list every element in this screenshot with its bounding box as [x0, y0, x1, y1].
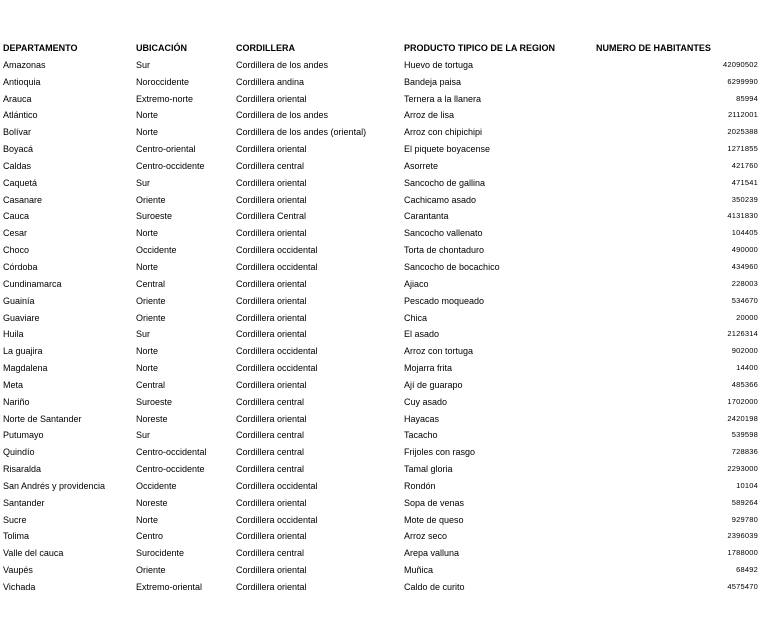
cell-producto: El piquete boyacense [404, 144, 491, 155]
cell-ubicacion: Oriente [136, 312, 166, 323]
cell-ubicacion: Occidente [136, 245, 177, 256]
cell-producto: Muñica [404, 565, 434, 576]
cell-departamento: Valle del cauca [3, 548, 64, 559]
cell-producto: Arroz con tortuga [404, 346, 474, 357]
table-row [3, 427, 758, 444]
cell-habitantes: 471541 [731, 177, 758, 187]
cell-departamento: Vichada [3, 582, 36, 592]
cell-habitantes: 929780 [731, 514, 758, 524]
cell-cordillera: Cordillera andina [236, 76, 305, 87]
cell-departamento: Cauca [3, 211, 30, 222]
cell-departamento: Tolima [3, 531, 30, 542]
cell-departamento: Amazonas [3, 59, 46, 70]
table-row [3, 360, 758, 377]
cell-departamento: Caquetá [3, 177, 38, 188]
cell-habitantes: 534670 [731, 295, 758, 305]
cell-cordillera: Cordillera oriental [236, 295, 307, 306]
cell-habitantes: 2126314 [727, 329, 758, 339]
cell-cordillera: Cordillera de los andes [236, 110, 329, 121]
cell-departamento: Nariño [3, 396, 30, 407]
cell-ubicacion: Norte [136, 363, 159, 374]
table-row [3, 158, 758, 175]
cell-cordillera: Cordillera occidental [236, 480, 318, 491]
cell-cordillera: Cordillera oriental [236, 413, 307, 424]
departments-table [3, 40, 758, 596]
table-row [3, 107, 758, 124]
cell-producto: Torta de chontaduro [404, 245, 485, 256]
cell-ubicacion: Oriente [136, 295, 166, 306]
cell-cordillera: Cordillera oriental [236, 329, 307, 340]
cell-cordillera: Cordillera de los andes (oriental) [236, 127, 367, 138]
cell-cordillera: Cordillera oriental [236, 497, 307, 508]
table-row [3, 343, 758, 360]
cell-producto: Huevo de tortuga [404, 59, 474, 70]
cell-ubicacion: Surocidente [136, 548, 185, 559]
cell-departamento: Córdoba [3, 261, 38, 272]
cell-habitantes: 6299990 [727, 76, 758, 86]
cell-cordillera: Cordillera oriental [236, 177, 307, 188]
cell-ubicacion: Norte [136, 228, 159, 239]
cell-departamento: Vaupés [3, 565, 33, 576]
cell-ubicacion: Centro [136, 531, 164, 542]
cell-ubicacion: Norte [136, 514, 159, 525]
cell-ubicacion: Suroeste [136, 396, 173, 407]
header-habitantes: NUMERO DE HABITANTES [596, 43, 711, 53]
cell-departamento: Risaralda [3, 464, 42, 475]
cell-departamento: Norte de Santander [3, 413, 82, 424]
cell-producto: Cuy asado [404, 396, 448, 407]
cell-producto: Mojarra frita [404, 363, 453, 374]
cell-producto: Tacacho [404, 430, 438, 441]
cell-cordillera: Cordillera central [236, 548, 305, 559]
cell-producto: Sancocho de gallina [404, 177, 486, 188]
cell-departamento: Meta [3, 379, 24, 390]
cell-producto: Ajiaco [404, 278, 429, 289]
table-row [3, 545, 758, 562]
cell-producto: Arroz con chipichipi [404, 127, 483, 138]
cell-ubicacion: Norte [136, 127, 159, 138]
table-row [3, 74, 758, 91]
cell-departamento: Magdalena [3, 363, 48, 374]
table-row [3, 411, 758, 428]
table-row [3, 124, 758, 141]
table-row [3, 57, 758, 74]
table-row [3, 310, 758, 327]
cell-cordillera: Cordillera occidental [236, 363, 318, 374]
cell-cordillera: Cordillera oriental [236, 379, 307, 390]
cell-cordillera: Cordillera oriental [236, 278, 307, 289]
header-departamento: DEPARTAMENTO [3, 43, 78, 53]
table-row [3, 326, 758, 343]
cell-departamento: San Andrés y providencia [3, 480, 106, 491]
cell-ubicacion: Central [136, 278, 166, 289]
cell-habitantes: 10104 [736, 480, 758, 490]
cell-habitantes: 2112001 [727, 110, 758, 120]
cell-departamento: Boyacá [3, 144, 34, 155]
cell-producto: Mote de queso [404, 514, 464, 525]
cell-ubicacion: Noreste [136, 413, 168, 424]
cell-ubicacion: Centro-occidente [136, 160, 205, 171]
table-row [3, 208, 758, 225]
cell-cordillera: Cordillera oriental [236, 228, 307, 239]
table-row [3, 579, 758, 596]
table-row [3, 192, 758, 209]
cell-producto: Frijoles con rasgo [404, 447, 476, 458]
cell-producto: Asorrete [404, 160, 439, 171]
cell-habitantes: 589264 [731, 497, 758, 507]
cell-habitantes: 2025388 [727, 127, 758, 137]
cell-habitantes: 228003 [731, 278, 758, 288]
cell-cordillera: Cordillera oriental [236, 144, 307, 155]
cell-cordillera: Cordillera central [236, 396, 305, 407]
cell-producto: Sancocho de bocachico [404, 261, 500, 272]
table-row [3, 444, 758, 461]
cell-cordillera: Cordillera central [236, 464, 305, 475]
cell-habitantes: 4575470 [727, 582, 758, 591]
cell-habitantes: 2396039 [727, 531, 758, 541]
cell-ubicacion: Sur [136, 430, 151, 441]
cell-habitantes: 421760 [731, 160, 758, 170]
cell-producto: Bandeja paisa [404, 76, 462, 87]
cell-habitantes: 485366 [731, 379, 758, 389]
table-row [3, 276, 758, 293]
cell-habitantes: 14400 [736, 363, 758, 373]
cell-habitantes: 4131830 [727, 211, 758, 221]
table-row [3, 461, 758, 478]
cell-producto: Cachicamo asado [404, 194, 477, 205]
table-row [3, 377, 758, 394]
cell-departamento: Santander [3, 497, 45, 508]
cell-departamento: Atlántico [3, 110, 38, 121]
cell-producto: Rondón [404, 480, 436, 491]
cell-cordillera: Cordillera occidental [236, 245, 318, 256]
cell-ubicacion: Central [136, 379, 166, 390]
cell-departamento: Arauca [3, 93, 32, 104]
cell-habitantes: 902000 [731, 346, 758, 356]
cell-ubicacion: Centro-occidente [136, 464, 205, 475]
cell-departamento: Quindío [3, 447, 35, 458]
cell-cordillera: Cordillera occidental [236, 346, 318, 357]
table-row [3, 495, 758, 512]
cell-habitantes: 728836 [731, 447, 758, 457]
cell-cordillera: Cordillera oriental [236, 531, 307, 542]
table-row [3, 512, 758, 529]
cell-departamento: Cesar [3, 228, 28, 239]
table-row [3, 175, 758, 192]
table-row [3, 242, 758, 259]
cell-departamento: Choco [3, 245, 30, 256]
cell-producto: Caldo de curito [404, 582, 465, 592]
cell-producto: Tamal gloria [404, 464, 453, 475]
cell-ubicacion: Centro-occidental [136, 447, 207, 458]
cell-cordillera: Cordillera central [236, 447, 305, 458]
cell-departamento: Bolívar [3, 127, 32, 138]
cell-departamento: La guajira [3, 346, 43, 357]
cell-ubicacion: Norte [136, 346, 159, 357]
table-row [3, 562, 758, 579]
cell-cordillera: Cordillera oriental [236, 565, 307, 576]
cell-departamento: Guaviare [3, 312, 40, 323]
cell-cordillera: Cordillera oriental [236, 582, 307, 592]
table-row [3, 259, 758, 276]
cell-producto: Sopa de venas [404, 497, 465, 508]
cell-ubicacion: Oriente [136, 565, 166, 576]
cell-ubicacion: Occidente [136, 480, 177, 491]
table-row [3, 394, 758, 411]
cell-habitantes: 20000 [736, 312, 758, 322]
cell-ubicacion: Sur [136, 59, 151, 70]
cell-producto: Hayacas [404, 413, 440, 424]
header-cordillera: CORDILLERA [236, 43, 295, 53]
cell-habitantes: 68492 [736, 565, 758, 575]
table-row [3, 528, 758, 545]
cell-ubicacion: Extremo-norte [136, 93, 194, 104]
cell-cordillera: Cordillera central [236, 160, 305, 171]
cell-cordillera: Cordillera occidental [236, 261, 318, 272]
header-producto: PRODUCTO TIPICO DE LA REGION [404, 43, 556, 53]
cell-departamento: Cundinamarca [3, 278, 62, 289]
table-row [3, 141, 758, 158]
cell-producto: Pescado moqueado [404, 295, 485, 306]
cell-producto: Ají de guarapo [404, 379, 463, 390]
cell-ubicacion: Oriente [136, 194, 166, 205]
cell-habitantes: 490000 [731, 245, 758, 255]
cell-cordillera: Cordillera oriental [236, 194, 307, 205]
cell-departamento: Sucre [3, 514, 27, 525]
cell-departamento: Caldas [3, 160, 32, 171]
cell-cordillera: Cordillera oriental [236, 312, 307, 323]
header-ubicacion: UBICACIÓN [136, 43, 187, 53]
cell-cordillera: Cordillera central [236, 430, 305, 441]
cell-ubicacion: Sur [136, 177, 151, 188]
cell-cordillera: Cordillera occidental [236, 514, 318, 525]
cell-cordillera: Cordillera oriental [236, 93, 307, 104]
table-body [3, 57, 758, 596]
table-row [3, 293, 758, 310]
cell-departamento: Guainía [3, 295, 35, 306]
cell-habitantes: 2420198 [727, 413, 758, 423]
cell-producto: Arroz seco [404, 531, 448, 542]
cell-ubicacion: Norte [136, 110, 159, 121]
cell-habitantes: 104405 [731, 228, 758, 238]
cell-producto: Sancocho vallenato [404, 228, 483, 239]
cell-departamento: Huila [3, 329, 24, 340]
cell-departamento: Casanare [3, 194, 43, 205]
cell-producto: Carantanta [404, 211, 449, 222]
cell-habitantes: 1271855 [727, 144, 758, 154]
cell-habitantes: 1788000 [727, 548, 758, 558]
cell-departamento: Antioquia [3, 76, 41, 87]
cell-ubicacion: Sur [136, 329, 151, 340]
table-row [3, 91, 758, 108]
cell-habitantes: 1702000 [727, 396, 758, 406]
cell-ubicacion: Extremo-oriental [136, 582, 203, 592]
cell-cordillera: Cordillera Central [236, 211, 307, 222]
table-row [3, 225, 758, 242]
cell-producto: Arepa valluna [404, 548, 460, 559]
cell-ubicacion: Centro-oriental [136, 144, 196, 155]
cell-producto: El asado [404, 329, 440, 340]
cell-cordillera: Cordillera de los andes [236, 59, 329, 70]
cell-ubicacion: Noreste [136, 497, 168, 508]
cell-habitantes: 85994 [736, 93, 758, 103]
cell-producto: Ternera a la llanera [404, 93, 482, 104]
cell-ubicacion: Noroccidente [136, 76, 190, 87]
cell-producto: Arroz de lisa [404, 110, 455, 121]
cell-habitantes: 350239 [731, 194, 758, 204]
cell-ubicacion: Norte [136, 261, 159, 272]
cell-habitantes: 434960 [731, 261, 758, 271]
cell-departamento: Putumayo [3, 430, 44, 441]
cell-habitantes: 539598 [731, 430, 758, 440]
cell-habitantes: 2293000 [727, 464, 758, 474]
cell-habitantes: 42090502 [723, 59, 758, 69]
cell-producto: Chica [404, 312, 428, 323]
table-row [3, 478, 758, 495]
cell-ubicacion: Suroeste [136, 211, 173, 222]
table-header-row [3, 40, 758, 57]
